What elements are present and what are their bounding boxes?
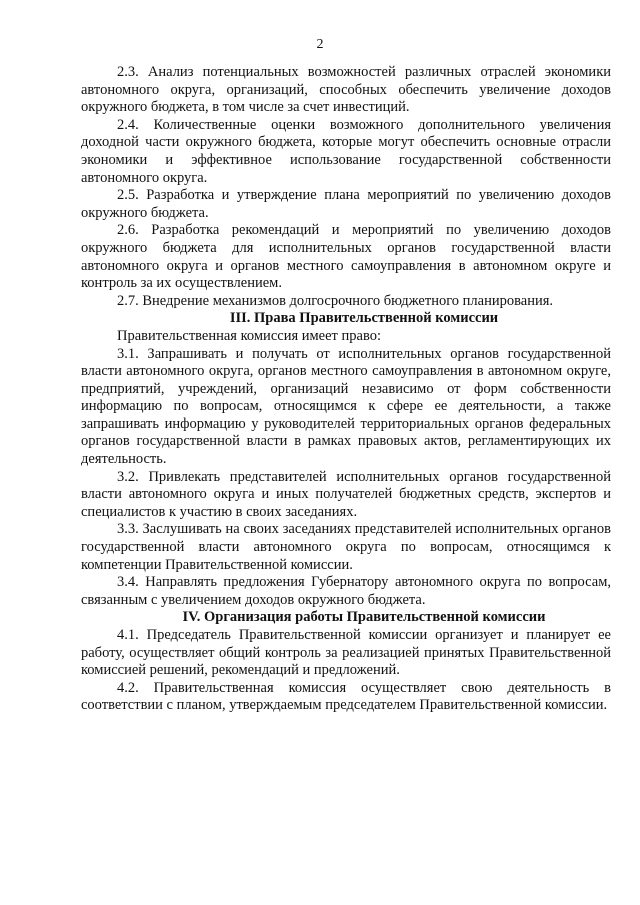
paragraph-3-3: 3.3. Заслушивать на своих заседаниях представителей исполнительных органов государственной власти автономного округа по вопросам, относящимся к компетенции Правительственной комиссии. [81, 521, 611, 573]
paragraph-2-4: 2.4. Количественные оценки возможного дополнительного увеличения доходной части окружного бюджета, которые могут обеспечить основные отрасли экономики и эффективное использование государственной собственности автономного округа. [81, 116, 611, 186]
paragraph-4-1: 4.1. Председатель Правительственной комиссии организует и планирует ее работу, осуществляет общий контроль за реализацией принятых Правительственной комиссией решений, рекомендаций и предложений. [81, 627, 611, 679]
paragraph-3-1: 3.1. Запрашивать и получать от исполнительных органов государственной власти автономного округа, органов местного самоуправления в автономном округе, предприятий, учреждений, организаций независимо от форм собственности информацию по вопросам, относящимся к сфере ее деятельности, а также запрашивать информацию у руководителей территориальных органов федеральных органов государственной власти в рамках правовых актов, регламентирующих их деятельность. [81, 345, 611, 468]
section-4-heading: IV. Организация работы Правительственной комиссии [182, 609, 546, 626]
paragraph-3-2: 3.2. Привлекать представителей исполнительных органов государственной власти автономного округа и иных получателей бюджетных средств, экспертов и специалистов к участию в своих заседаниях. [81, 468, 611, 520]
paragraph-2-3: 2.3. Анализ потенциальных возможностей различных отраслей экономики автономного округа, организаций, способных обеспечить увеличение доходов окружного бюджета, в том числе за счет инвестиций. [81, 64, 611, 116]
paragraph-3-4: 3.4. Направлять предложения Губернатору автономного округа по вопросам, связанным с увеличением доходов окружного бюджета. [81, 574, 611, 608]
paragraph-2-7: 2.7. Внедрение механизмов долгосрочного бюджетного планирования. [117, 292, 554, 309]
section-3-heading: III. Права Правительственной комиссии [229, 310, 499, 327]
paragraph-2-6: 2.6. Разработка рекомендаций и мероприятий по увеличению доходов окружного бюджета для исполнительных органов государственной власти автономного округа и органов местного самоуправления в автономном округе и контроль за их осуществлением. [81, 222, 611, 292]
section-3-intro: Правительственная комиссия имеет право: [117, 327, 381, 344]
page-number: 2 [316, 37, 324, 52]
paragraph-2-5: 2.5. Разработка и утверждение плана мероприятий по увеличению доходов окружного бюджета. [81, 187, 611, 221]
document-body [81, 64, 611, 715]
paragraph-4-2: 4.2. Правительственная комиссия осуществляет свою деятельность в соответствии с планом, утверждаемым председателем Правительственной комиссии. [81, 679, 611, 714]
